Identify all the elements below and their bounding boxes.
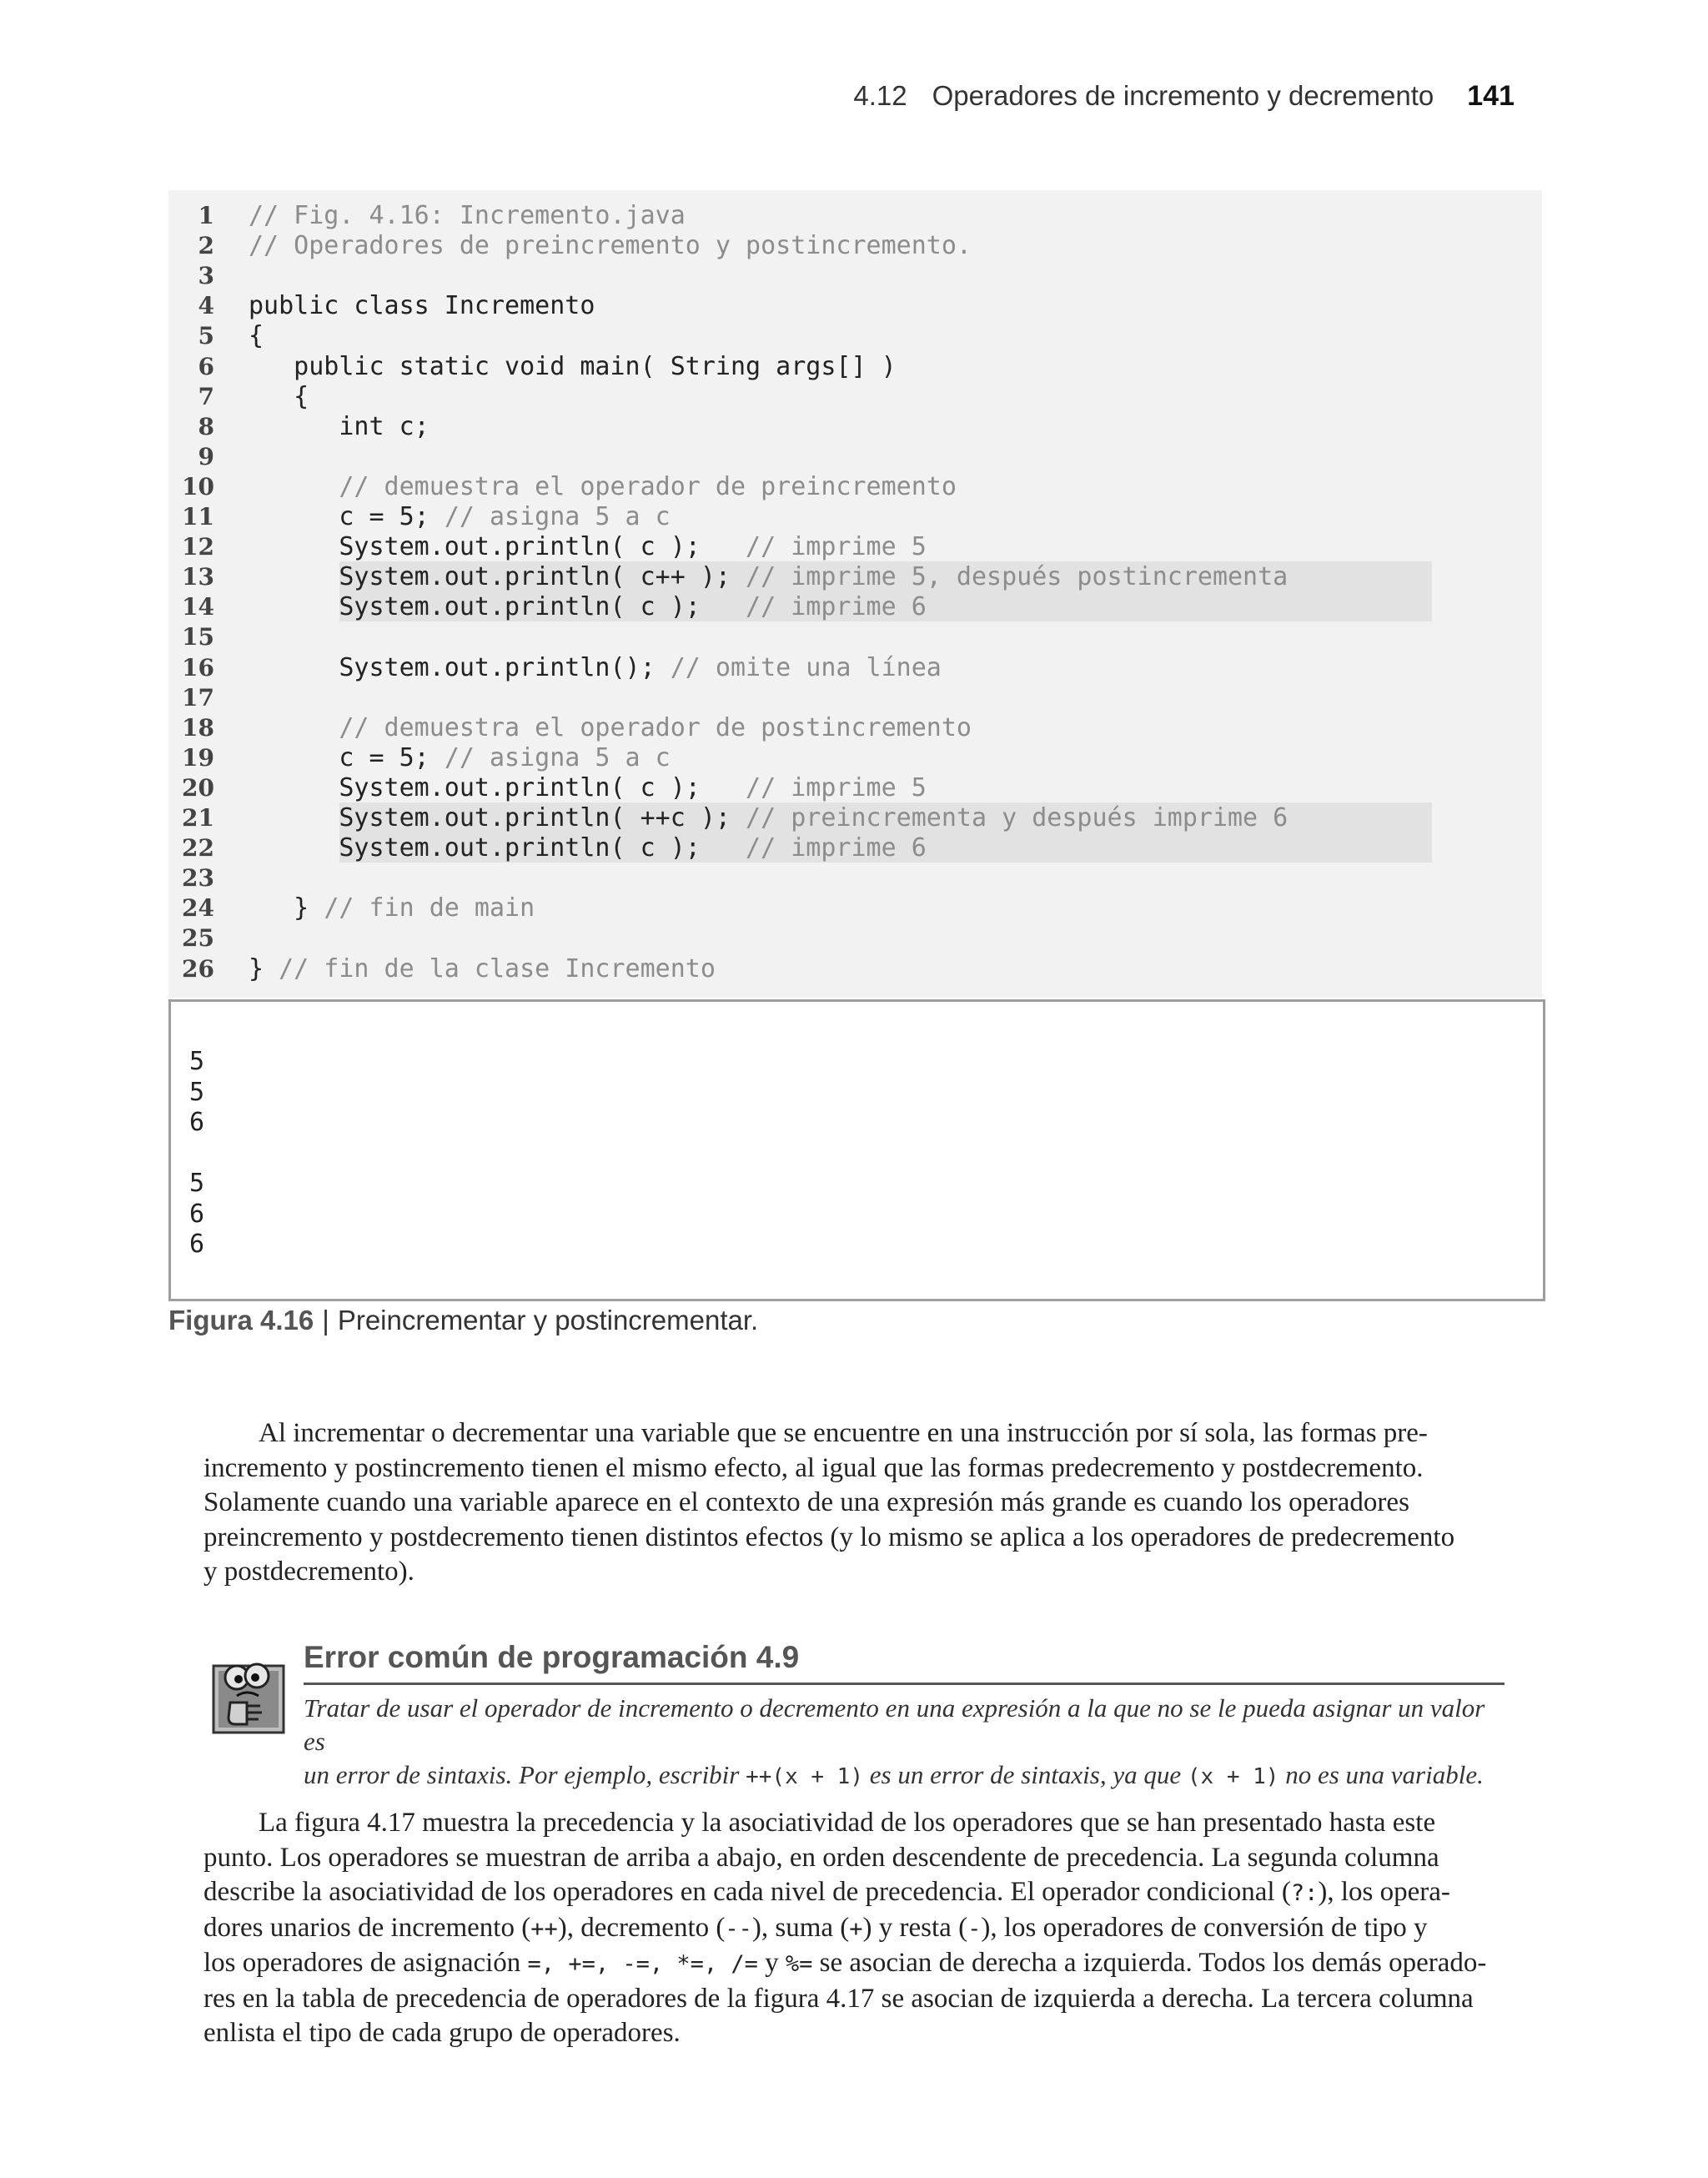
tip-rule [304,1683,1505,1685]
code-line [168,261,1542,291]
line-number: 5 [198,322,214,350]
code-statement: System.out.println( c++ ); [249,562,746,592]
code-comment: // fin de main [324,893,535,923]
code-text [249,532,927,562]
paragraph-line: los operadores de asignación =, +=, -=, *=, /= y %= se asocian de derecha a izquierda. Todos los demás operado- [203,1948,1487,1978]
code-comment: // imprime 5 [746,532,927,562]
code-comment: // asigna 5 a c [444,502,671,531]
paragraph-line: enlista el tipo de cada grupo de operadores. [203,2018,681,2048]
line-number: 7 [198,382,214,410]
code-statement: c = 5; [249,502,445,531]
code-line [168,743,1542,773]
code-statement: public static void main( String args[] ) [249,351,897,381]
code-line [168,352,1542,382]
code-line [168,893,1542,923]
paragraph-line: y postdecremento). [203,1557,414,1587]
code-line [168,683,1542,713]
line-number: 26 [182,954,214,983]
output-line: 5 [189,1169,205,1198]
code-text [249,352,897,382]
code-statement: System.out.println( c ); [249,532,746,562]
output-line: 6 [189,1230,205,1259]
output-line: 6 [189,1108,205,1137]
code-comment: // imprime 5 [746,772,927,802]
line-number: 4 [198,292,214,320]
page-number: 141 [1467,80,1515,112]
code-text [249,502,671,532]
code-text [249,743,671,773]
code-listing [168,190,1542,998]
code-text [249,833,927,863]
code-comment: // asigna 5 a c [444,742,671,772]
output-line: 6 [189,1199,205,1229]
code-statement [249,713,339,742]
line-number: 1 [198,202,214,229]
line-number: 10 [182,472,214,500]
paragraph-line: describe la asociatividad de los operadores en cada nivel de precedencia. El operador condicional (?:), los opera- [203,1877,1450,1907]
paragraph-2 [203,1806,1505,2051]
code-comment: // Fig. 4.16: Incremento.java [249,201,686,230]
tip-line: un error de sintaxis. Por ejemplo, escribir ++(x + 1) es un error de sintaxis, ya que (x + 1) no es una variable. [304,1760,1484,1789]
code-comment: // imprime 6 [746,833,927,863]
paragraph-line: incremento y postincremento tienen el mismo efecto, al igual que las formas predecremento y postdecremento. [203,1452,1424,1483]
caption-text: Preincrementar y postincrementar. [337,1305,759,1335]
tip-line: Tratar de usar el operador de incremento o decremento en una expresión a la que no se le pueda asignar un valor es [304,1693,1485,1756]
code-text [249,382,309,412]
code-statement: System.out.println(); [249,652,671,682]
code-statement: System.out.println( c ); [249,772,746,802]
code-text [249,291,595,321]
line-number: 21 [182,804,214,832]
code-statement [249,472,339,501]
code-line [168,773,1542,803]
line-number: 9 [198,442,214,470]
code-line [168,502,1542,532]
line-number: 24 [182,894,214,923]
code-statement: } [249,953,279,983]
bug-thumbs-down-icon [212,1654,287,1734]
code-text [249,562,1288,592]
line-number: 18 [182,713,214,742]
code-text [249,954,716,984]
code-line [168,201,1542,231]
program-output [168,999,1545,1301]
code-comment: // Operadores de preincremento y postincremento. [249,231,972,261]
line-number: 20 [182,773,214,802]
code-comment: // fin de la clase Incremento [279,953,716,983]
code-line [168,954,1542,984]
code-comment: // preincrementa y después imprime 6 [746,803,1289,832]
paragraph-line: Al incrementar o decrementar una variable que se encuentre en una instrucción por sí sola, las formas pre- [259,1418,1428,1448]
paragraph-line: res en la tabla de precedencia de operadores de la figura 4.17 se asocian de izquierda a derecha. La tercera columna [203,1983,1474,2014]
line-number: 3 [198,262,214,290]
code-text [249,893,535,923]
code-line [168,321,1542,351]
code-statement: int c; [249,411,430,441]
line-number: 14 [182,593,214,621]
code-comment: // omite una línea [670,652,942,682]
figure-label: Figura 4.16 [168,1305,314,1335]
code-comment: // demuestra el operador de preincremento [339,471,957,501]
line-number: 19 [182,743,214,772]
tip-body [304,1692,1505,1793]
code-line [168,713,1542,743]
paragraph-line: preincremento y postdecremento tienen distintos efectos (y lo mismo se aplica a los operadores de predecremento [203,1522,1455,1552]
paragraph-line: dores unarios de incremento (++), decremento (--), suma (+) y resta (-), los operadores de conversión de tipo y [203,1912,1428,1943]
line-number: 6 [198,352,214,380]
tip-title: Error común de programación 4.9 [304,1640,800,1674]
code-line [168,923,1542,953]
line-number: 2 [198,232,214,260]
code-text [249,472,957,502]
code-statement: { [249,321,264,351]
paragraph-line: La figura 4.17 muestra la precedencia y la asociatividad de los operadores que se han presentado hasta este [259,1808,1436,1838]
line-number: 25 [182,924,214,953]
code-text [249,231,972,261]
code-text [249,592,927,622]
output-line: 5 [189,1077,205,1107]
code-line [168,472,1542,502]
line-number: 15 [182,623,214,651]
code-line [168,803,1542,833]
paragraph-1 [203,1416,1505,1590]
section-number: 4.12 [853,80,907,111]
code-line [168,442,1542,472]
section-title: Operadores de incremento y decremento [932,80,1434,111]
code-line [168,412,1542,442]
code-line [168,532,1542,562]
code-statement: System.out.println( c ); [249,592,746,622]
code-line [168,562,1542,592]
line-number: 22 [182,834,214,863]
code-line [168,592,1542,622]
paragraph-line: punto. Los operadores se muestran de arriba a abajo, en orden descendente de precedencia. La segunda columna [203,1842,1439,1873]
code-text [249,773,927,803]
code-text [249,321,264,351]
line-number: 11 [182,503,214,531]
running-head [853,80,1515,113]
code-text [249,412,430,442]
line-number: 16 [182,653,214,682]
code-line [168,622,1542,652]
code-comment: // imprime 5, después postincrementa [746,562,1289,592]
code-text [249,713,972,743]
line-number: 23 [182,864,214,893]
code-statement: public class Incremento [249,291,595,321]
code-statement: System.out.println( c ); [249,833,746,863]
code-line [168,863,1542,893]
code-text [249,201,686,231]
line-number: 13 [182,563,214,591]
code-statement: } [249,893,324,923]
line-number: 8 [198,412,214,440]
code-statement: System.out.println( ++c ); [249,803,746,832]
code-line [168,653,1542,683]
code-line [168,382,1542,412]
code-comment: // demuestra el operador de postincremento [339,712,972,742]
code-line [168,833,1542,863]
paragraph-line: Solamente cuando una variable aparece en el contexto de una expresión más grande es cuando los operadores [203,1487,1409,1517]
code-statement: { [249,381,309,411]
output-line: 5 [189,1047,205,1076]
figure-caption [168,1305,758,1336]
line-number: 17 [182,683,214,712]
caption-separator: | [322,1305,329,1335]
code-statement: c = 5; [249,742,445,772]
code-line [168,231,1542,261]
code-line [168,291,1542,321]
line-number: 12 [182,533,214,561]
code-comment: // imprime 6 [746,592,927,622]
code-text [249,653,942,683]
code-text [249,803,1288,833]
